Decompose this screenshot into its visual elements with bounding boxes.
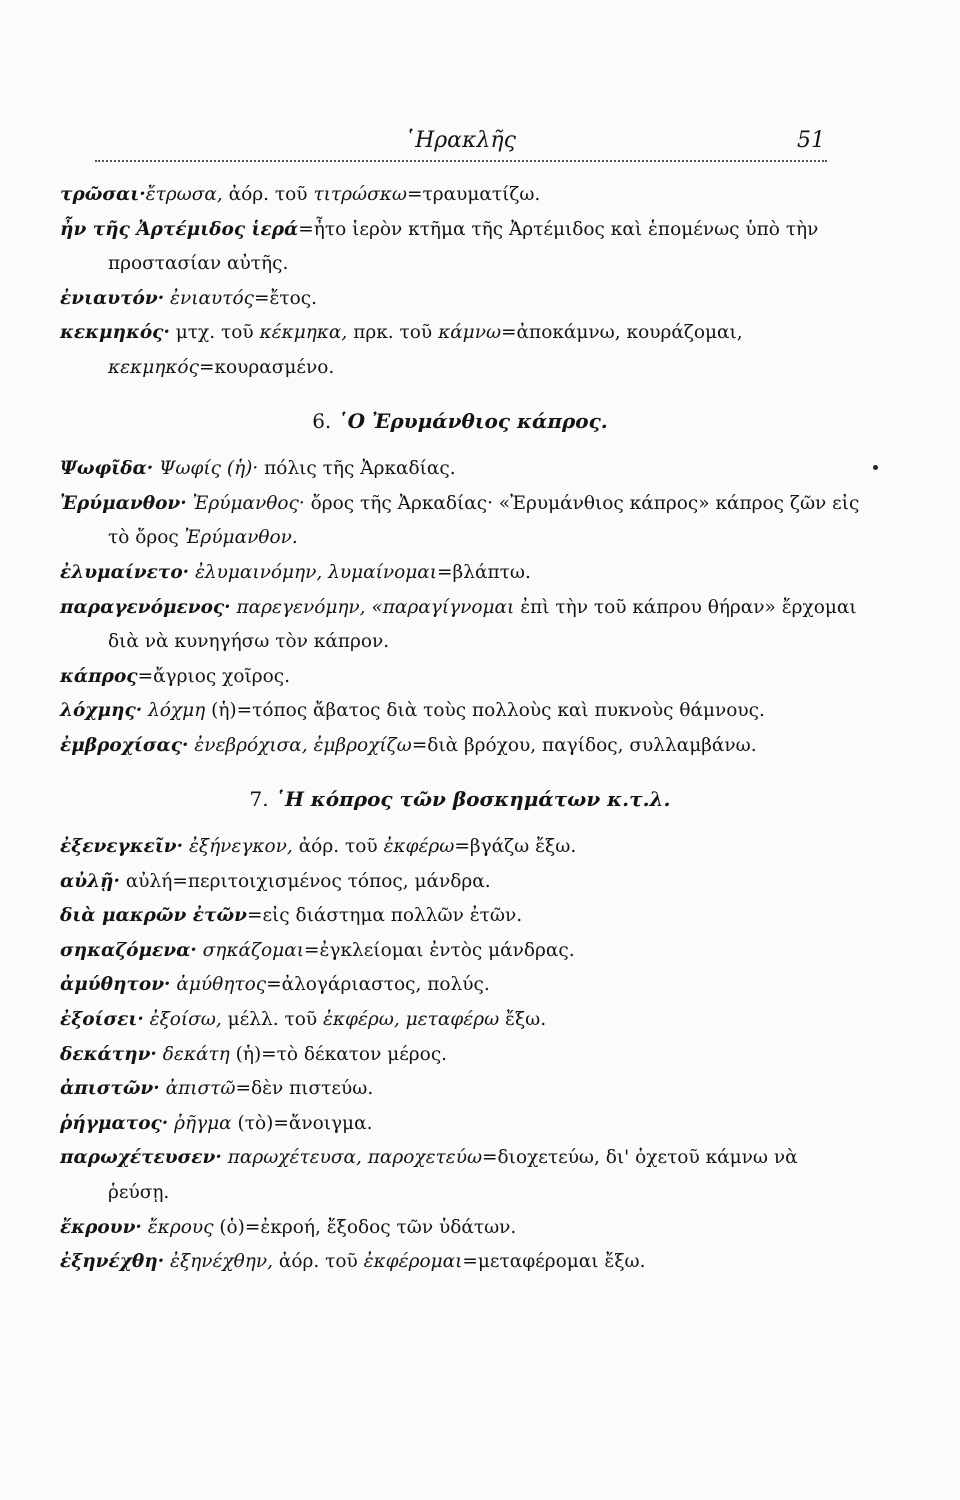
entry-gloss: =ἐγκλείομαι ἐντὸς μάνδρας. (303, 939, 575, 961)
glossary-entry (60, 1141, 860, 1210)
section-heading-6 (60, 404, 860, 439)
glossary-entry (60, 660, 860, 695)
page-header (95, 128, 825, 152)
glossary-entry (60, 1245, 860, 1280)
glossary-entry (60, 968, 860, 1003)
entry-form: ἐκφέρω, μεταφέρω (322, 1009, 500, 1031)
glossary-section-1 (60, 178, 860, 386)
entry-gloss: (ἡ)=τὸ δέκατον μέρος. (229, 1043, 448, 1065)
entry-lemma: δεκάτην· (60, 1043, 157, 1065)
glossary-entry (60, 487, 860, 556)
entry-gloss: =τραυματίζω. (406, 184, 541, 205)
glossary-entry (60, 1003, 860, 1038)
entry-gloss: =διοχετεύω, δι' ὀχετοῦ κάμνω νὰ ῥεύσῃ. (108, 1147, 798, 1204)
entry-lemma: ῥήγματος· (60, 1112, 169, 1134)
entry-form: ἐξηνέχθην, (164, 1251, 273, 1273)
entry-gloss: ἐπὶ τὴν τοῦ κάπρου θήραν» ἔρχομαι διὰ νὰ κυνηγήσω τὸν κάπρον. (108, 596, 857, 653)
entry-form: κάμνω (438, 322, 502, 344)
entry-lemma: ἀπιστῶν· (60, 1078, 160, 1100)
entry-lemma: σηκαζόμενα· (60, 939, 197, 961)
print-speck (873, 465, 878, 470)
entry-form: τιτρώσκω (313, 184, 407, 205)
entry-lemma: αὐλῇ· (60, 870, 120, 892)
entry-gloss: =ἦτο ἱερὸν κτῆμα τῆς Ἀρτέμιδος καὶ ἑπομένως ὑπὸ τὴν προστασίαν αὐτῆς. (108, 218, 819, 275)
entry-form: κεκμηκός (108, 356, 199, 378)
entry-lemma: ἐξοίσει· (60, 1009, 144, 1031)
section-title: ῾Ο Ἐρυμάνθιος κάπρος. (337, 408, 608, 433)
entry-lemma: Ψωφῖδα· (60, 458, 154, 480)
entry-form: ἀμύθητος (170, 974, 267, 996)
entry-gloss: ἀόρ. τοῦ (272, 1251, 364, 1273)
entry-gloss: =εἰς διάστημα πολλῶν ἐτῶν. (246, 905, 523, 927)
entry-form: ῥῆγμα (168, 1112, 232, 1134)
header-rule (95, 160, 827, 162)
entry-lemma: ἐμβροχίσας· (60, 734, 189, 756)
entry-form: Ψωφίς (ἡ)· (153, 458, 259, 480)
entry-gloss: =δὲν πιστεύω. (235, 1078, 374, 1100)
entry-lemma: ἐλυμαίνετο· (60, 561, 190, 583)
entry-lemma: ἐνιαυτόν· (60, 287, 165, 309)
entry-form: ἐξήνεγκον, (183, 836, 293, 858)
glossary-entry (60, 729, 860, 764)
glossary-content (60, 178, 860, 1280)
entry-gloss: =διὰ βρόχου, παγίδος, συλλαμβάνω. (411, 734, 757, 756)
entry-lemma: ἐξενεγκεῖν· (60, 836, 184, 858)
section-number: 7. (249, 786, 269, 811)
entry-lemma: διὰ μακρῶν ἐτῶν (60, 905, 247, 927)
entry-lemma: κεκμηκός· (60, 322, 170, 344)
entry-lemma: τρῶσαι· (60, 184, 146, 205)
glossary-entry (60, 694, 860, 729)
entry-lemma: κάπρος (60, 665, 138, 687)
glossary-entry (60, 556, 860, 591)
page-number: 51 (797, 128, 825, 153)
entry-gloss: (ὁ)=ἐκροή, ἔξοδος τῶν ὑδάτων. (213, 1216, 517, 1238)
glossary-section-3 (60, 830, 860, 1280)
entry-form: Ἐρύμανθον. (184, 527, 298, 549)
section-title: ῾Η κόπρος τῶν βοσκημάτων κ.τ.λ. (274, 786, 671, 811)
glossary-entry (60, 899, 860, 934)
entry-form: ἐκφέρομαι (363, 1251, 463, 1273)
entry-gloss: =μεταφέρομαι ἔξω. (462, 1251, 646, 1273)
entry-gloss: ἀόρ. τοῦ (292, 836, 384, 858)
glossary-entry (60, 316, 860, 385)
entry-lemma: ἀμύθητον· (60, 974, 171, 996)
entry-form: ἔτρωσα, (145, 184, 223, 205)
entry-lemma: λόχμης· (60, 700, 143, 722)
entry-gloss: (τὸ)=ἄνοιγμα. (231, 1112, 373, 1134)
entry-gloss: ἔξω. (499, 1009, 547, 1031)
entry-gloss: πόλις τῆς Ἀρκαδίας. (258, 458, 456, 480)
entry-gloss: =ἔτος. (253, 287, 317, 309)
glossary-entry (60, 282, 860, 317)
glossary-entry (60, 1107, 860, 1142)
entry-gloss: μτχ. τοῦ (169, 322, 260, 344)
entry-gloss: =ἀλογάριαστος, πολύς. (266, 974, 490, 996)
entry-form: ἐλυμαινόμην, λυμαίνομαι (189, 561, 438, 583)
entry-form: κέκμηκα, (259, 322, 348, 344)
entry-gloss: μέλλ. τοῦ (221, 1009, 323, 1031)
entry-lemma: παραγενόμενος· (60, 596, 231, 618)
glossary-entry (60, 213, 860, 282)
entry-form: λόχμη (142, 700, 206, 722)
entry-form: ἐξοίσω, (143, 1009, 222, 1031)
entry-form: δεκάτη (156, 1043, 230, 1065)
entry-lemma: παρωχέτευσεν· (60, 1147, 222, 1169)
glossary-entry (60, 1072, 860, 1107)
entry-gloss: =ἄγριος χοῖρος. (137, 665, 290, 687)
entry-form: ἐνιαυτός (164, 287, 254, 309)
entry-gloss: =βλάπτω. (437, 561, 531, 583)
entry-gloss: ὄρος τῆς Ἀρκαδίας· «Ἐρυμάνθιος κάπρος» κάπρος ζῶν εἰς τὸ ὄρος (108, 492, 860, 549)
entry-form: σηκάζομαι (196, 939, 304, 961)
glossary-entry (60, 452, 860, 487)
entry-lemma: ἔκρουν· (60, 1216, 142, 1238)
entry-form: ἐκφέρω (383, 836, 455, 858)
entry-form: Ἐρύμανθος· (186, 492, 305, 514)
entry-gloss: =κουρασμένο. (198, 356, 335, 378)
section-number: 6. (312, 408, 332, 433)
entry-lemma: ἐξηνέχθη· (60, 1251, 165, 1273)
glossary-entry (60, 1211, 860, 1246)
section-heading-7 (60, 782, 860, 817)
entry-gloss: =ἀποκάμνω, κουράζομαι, (501, 322, 743, 344)
entry-form: ἀπιστῶ (159, 1078, 236, 1100)
running-title: ῾Ηρακλῆς (404, 128, 516, 153)
glossary-entry (60, 934, 860, 969)
glossary-entry (60, 178, 860, 213)
entry-gloss: =βγάζω ἔξω. (454, 836, 577, 858)
entry-lemma: ἦν τῆς Ἀρτέμιδος ἱερά (60, 218, 299, 240)
glossary-section-2 (60, 452, 860, 763)
glossary-entry (60, 865, 860, 900)
entry-gloss: (ἡ)=τόπος ἄβατος διὰ τοὺς πολλοὺς καὶ πυκνοὺς θάμνους. (205, 700, 765, 722)
glossary-entry (60, 591, 860, 660)
glossary-entry (60, 830, 860, 865)
entry-form: παρωχέτευσα, παροχετεύω (221, 1147, 483, 1169)
entry-gloss: αὐλή=περιτοιχισμένος τόπος, μάνδρα. (119, 870, 491, 892)
entry-form: παρεγενόμην, «παραγίγνομαι (230, 596, 515, 618)
entry-lemma: Ἐρύμανθον· (60, 492, 187, 514)
entry-gloss: πρκ. τοῦ (347, 322, 439, 344)
entry-gloss: ἀόρ. τοῦ (222, 184, 314, 205)
entry-form: ἔκρους (141, 1216, 214, 1238)
entry-form: ἐνεβρόχισα, ἐμβροχίζω (188, 734, 412, 756)
glossary-entry (60, 1038, 860, 1073)
